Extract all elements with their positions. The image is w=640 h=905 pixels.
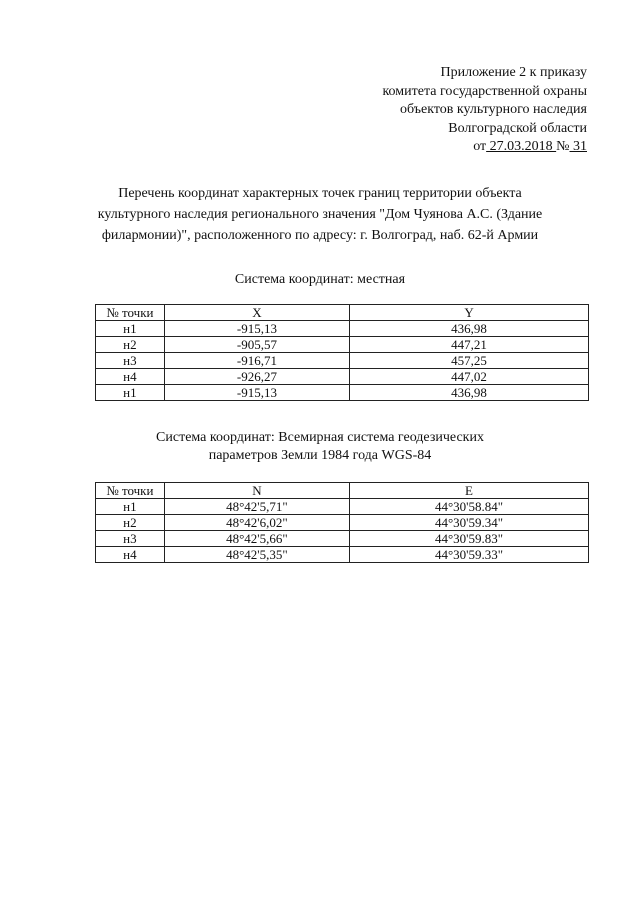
point-cell: н2 (96, 337, 165, 353)
point-cell: н1 (96, 385, 165, 401)
e-cell: 44°30'59.83" (350, 531, 589, 547)
point-cell: н4 (96, 369, 165, 385)
y-cell: 447,02 (350, 369, 589, 385)
order-number: 31 (569, 139, 587, 154)
header-date-line (382, 138, 587, 157)
table-row (96, 321, 589, 337)
table-row (96, 353, 589, 369)
n-cell: 48°42'5,35" (164, 547, 349, 563)
e-cell: 44°30'58.84" (350, 499, 589, 515)
x-cell: -915,13 (164, 385, 349, 401)
table-header-row (96, 483, 589, 499)
x-cell: -926,27 (164, 369, 349, 385)
number-prefix: № (556, 139, 570, 154)
x-cell: -915,13 (164, 321, 349, 337)
y-cell: 447,21 (350, 337, 589, 353)
header-y: Y (350, 305, 589, 321)
n-cell: 48°42'5,71" (164, 499, 349, 515)
y-cell: 436,98 (350, 321, 589, 337)
y-cell: 436,98 (350, 385, 589, 401)
wgs84-system-caption (60, 429, 580, 465)
local-system-caption: Система координат: местная (234, 272, 406, 287)
table-row (96, 531, 589, 547)
table-row (96, 515, 589, 531)
point-cell: н3 (96, 353, 165, 369)
header-n: N (164, 483, 349, 499)
wgs84-caption-line-1: Система координат: Всемирная система геодезических (156, 430, 484, 445)
table-row (96, 547, 589, 563)
e-cell: 44°30'59.33" (350, 547, 589, 563)
x-cell: -905,57 (164, 337, 349, 353)
header-line-4: Волгоградской области (448, 120, 587, 136)
table-row (96, 385, 589, 401)
title-line-2: культурного наследия регионального значения "Дом Чуянова А.С. (Здание (97, 207, 543, 222)
document-title (60, 183, 580, 246)
n-cell: 48°42'6,02" (164, 515, 349, 531)
order-date: 27.03.2018 (486, 139, 557, 154)
y-cell: 457,25 (350, 353, 589, 369)
point-cell: н1 (96, 499, 165, 515)
table-header-row (96, 305, 589, 321)
n-cell: 48°42'5,66" (164, 531, 349, 547)
point-cell: н3 (96, 531, 165, 547)
table-row (96, 499, 589, 515)
header-point: № точки (96, 305, 165, 321)
table-row (96, 337, 589, 353)
order-appendix-header (382, 64, 587, 157)
header-line-1: Приложение 2 к приказу (440, 65, 587, 80)
wgs84-caption-line-2: параметров Земли 1984 года WGS-84 (208, 448, 432, 463)
table-row (96, 369, 589, 385)
wgs84-coordinates-table (95, 482, 589, 563)
point-cell: н4 (96, 547, 165, 563)
x-cell: -916,71 (164, 353, 349, 369)
local-coordinates-table (95, 304, 589, 401)
date-prefix: от (473, 139, 487, 154)
header-x: X (164, 305, 349, 321)
header-e: E (350, 483, 589, 499)
title-line-3: филармонии)", расположенного по адресу: г. Волгоград, наб. 62-й Армии (101, 228, 539, 243)
header-line-3: объектов культурного наследия (399, 102, 587, 117)
point-cell: н2 (96, 515, 165, 531)
title-line-1: Перечень координат характерных точек границ территории объекта (118, 186, 522, 201)
header-line-2: комитета государственной охраны (382, 83, 587, 99)
e-cell: 44°30'59.34" (350, 515, 589, 531)
point-cell: н1 (96, 321, 165, 337)
header-point: № точки (96, 483, 165, 499)
